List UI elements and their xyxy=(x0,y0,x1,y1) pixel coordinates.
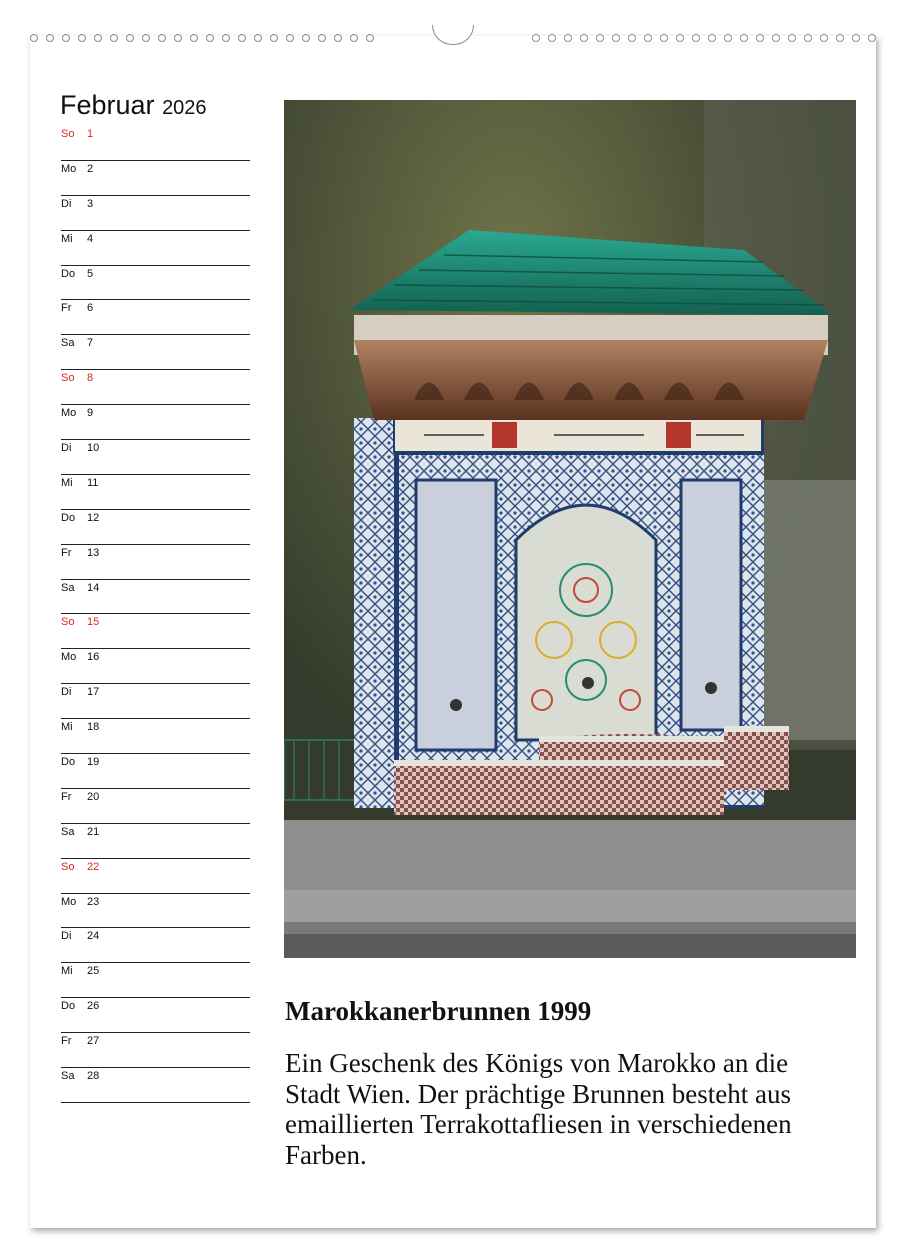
day-number: 13 xyxy=(87,546,100,559)
weekday-label: Sa xyxy=(61,1070,75,1083)
day-label xyxy=(61,477,98,489)
weekday-label: So xyxy=(61,372,75,385)
weekday-label: Mi xyxy=(61,965,73,978)
month-name: Februar xyxy=(60,90,155,120)
binding-holes-right xyxy=(532,34,876,42)
day-label xyxy=(61,547,99,559)
day-number: 9 xyxy=(87,407,94,420)
weekday-label: Do xyxy=(61,756,76,769)
day-label xyxy=(61,163,93,175)
weekday-label: Mo xyxy=(61,895,77,908)
day-number: 17 xyxy=(87,686,100,699)
day-number: 16 xyxy=(87,651,100,664)
day-row xyxy=(61,405,250,440)
day-row xyxy=(61,475,250,510)
binding-hole xyxy=(366,34,374,42)
day-row xyxy=(61,684,250,719)
day-label xyxy=(61,1035,99,1047)
binding-hole xyxy=(596,34,604,42)
binding-hole xyxy=(580,34,588,42)
day-label xyxy=(61,616,99,628)
day-number: 1 xyxy=(87,128,94,140)
day-label xyxy=(61,337,93,349)
day-label xyxy=(61,965,99,977)
binding-hole xyxy=(110,34,118,42)
day-label xyxy=(61,826,99,838)
binding-hole xyxy=(190,34,198,42)
binding-hole xyxy=(238,34,246,42)
day-number: 10 xyxy=(87,442,100,455)
weekday-label: Mo xyxy=(61,651,77,664)
day-label xyxy=(61,756,99,768)
binding-hole xyxy=(660,34,668,42)
binding-hole xyxy=(644,34,652,42)
day-label xyxy=(61,1070,99,1082)
weekday-label: Mi xyxy=(61,232,73,245)
binding-hole xyxy=(270,34,278,42)
day-number: 27 xyxy=(87,1035,100,1048)
binding-hole xyxy=(78,34,86,42)
day-row xyxy=(61,824,250,859)
day-number: 19 xyxy=(87,756,100,769)
weekday-label: Mo xyxy=(61,162,77,175)
day-number: 11 xyxy=(87,476,99,489)
weekday-label: Sa xyxy=(61,825,75,838)
day-label xyxy=(61,372,93,384)
day-label xyxy=(61,233,93,245)
day-label xyxy=(61,442,99,454)
binding-hole xyxy=(286,34,294,42)
day-row xyxy=(61,789,250,824)
day-number: 28 xyxy=(87,1070,100,1083)
day-number: 6 xyxy=(87,302,94,315)
day-number: 7 xyxy=(87,337,94,350)
day-row xyxy=(61,963,250,998)
day-label xyxy=(61,861,99,873)
weekday-label: Fr xyxy=(61,790,72,803)
binding-hole xyxy=(676,34,684,42)
binding-hole xyxy=(334,34,342,42)
day-number: 18 xyxy=(87,721,100,734)
day-label xyxy=(61,1000,99,1012)
day-label xyxy=(61,128,93,140)
binding-hole xyxy=(62,34,70,42)
day-label xyxy=(61,896,99,908)
day-row xyxy=(61,580,250,615)
weekday-label: So xyxy=(61,616,75,629)
weekday-label: Fr xyxy=(61,302,72,315)
binding-hole xyxy=(564,34,572,42)
binding-hole xyxy=(820,34,828,42)
day-row xyxy=(61,440,250,475)
day-row xyxy=(61,719,250,754)
day-number: 26 xyxy=(87,1000,100,1013)
binding-hole xyxy=(158,34,166,42)
weekday-label: Fr xyxy=(61,1035,72,1048)
binding-hole xyxy=(222,34,230,42)
day-row xyxy=(61,754,250,789)
day-number: 25 xyxy=(87,965,100,978)
binding-hole xyxy=(708,34,716,42)
day-label xyxy=(61,198,93,210)
day-row xyxy=(61,1068,250,1103)
weekday-label: Do xyxy=(61,267,76,280)
day-label xyxy=(61,268,93,280)
binding-hole xyxy=(532,34,540,42)
binding-hole xyxy=(318,34,326,42)
weekday-label: Di xyxy=(61,442,72,455)
day-row xyxy=(61,196,250,231)
day-row xyxy=(61,510,250,545)
day-list xyxy=(61,126,250,1103)
day-row xyxy=(61,1033,250,1068)
weekday-label: So xyxy=(61,128,75,140)
day-number: 24 xyxy=(87,930,100,943)
binding-hole xyxy=(174,34,182,42)
day-row xyxy=(61,545,250,580)
weekday-label: Sa xyxy=(61,337,75,350)
day-label xyxy=(61,930,99,942)
binding-hole xyxy=(772,34,780,42)
binding-hole xyxy=(836,34,844,42)
day-row xyxy=(61,928,250,963)
day-row xyxy=(61,370,250,405)
day-number: 22 xyxy=(87,860,100,873)
binding-hole xyxy=(548,34,556,42)
day-number: 2 xyxy=(87,162,94,175)
photo-caption-title: Marokkanerbrunnen 1999 xyxy=(285,996,592,1026)
day-number: 5 xyxy=(87,267,94,280)
binding-hole xyxy=(206,34,214,42)
day-label xyxy=(61,721,99,733)
binding-hole xyxy=(788,34,796,42)
day-label xyxy=(61,302,93,314)
day-row xyxy=(61,649,250,684)
binding-hole xyxy=(142,34,150,42)
weekday-label: Mo xyxy=(61,407,77,420)
binding-hole xyxy=(94,34,102,42)
weekday-label: Mi xyxy=(61,476,73,489)
day-row xyxy=(61,231,250,266)
binding-hole xyxy=(740,34,748,42)
day-row xyxy=(61,859,250,894)
fountain-illustration xyxy=(284,100,856,958)
fountain-photo xyxy=(284,100,856,958)
day-row xyxy=(61,614,250,649)
day-number: 20 xyxy=(87,790,100,803)
day-label xyxy=(61,791,99,803)
binding-hole xyxy=(852,34,860,42)
weekday-label: Di xyxy=(61,930,72,943)
day-number: 14 xyxy=(87,581,100,594)
day-row xyxy=(61,894,250,929)
day-number: 4 xyxy=(87,232,94,245)
day-label xyxy=(61,512,99,524)
weekday-label: So xyxy=(61,860,75,873)
binding-hole xyxy=(756,34,764,42)
weekday-label: Mi xyxy=(61,721,73,734)
hanger-hook xyxy=(432,25,474,45)
binding-hole xyxy=(126,34,134,42)
day-number: 15 xyxy=(87,616,100,629)
day-label xyxy=(61,651,99,663)
day-number: 3 xyxy=(87,197,94,210)
weekday-label: Di xyxy=(61,197,72,210)
binding-hole xyxy=(804,34,812,42)
photo-caption-text: Ein Geschenk des Königs von Marokko an die Stadt Wien. Der prächtige Brunnen besteht aus emaillierten Terrakottafliesen in verschiedenen Farben. xyxy=(285,1048,792,1170)
binding-hole xyxy=(692,34,700,42)
weekday-label: Do xyxy=(61,511,76,524)
binding-hole xyxy=(628,34,636,42)
weekday-label: Di xyxy=(61,686,72,699)
day-number: 12 xyxy=(87,511,100,524)
day-row xyxy=(61,266,250,301)
binding-hole xyxy=(612,34,620,42)
weekday-label: Do xyxy=(61,1000,76,1013)
month-title xyxy=(60,90,207,121)
weekday-label: Sa xyxy=(61,581,75,594)
day-row xyxy=(61,161,250,196)
day-number: 8 xyxy=(87,372,94,385)
day-row xyxy=(61,126,250,161)
binding-hole xyxy=(724,34,732,42)
day-label xyxy=(61,686,99,698)
day-number: 21 xyxy=(87,825,100,838)
spiral-binding xyxy=(30,30,876,46)
binding-hole xyxy=(254,34,262,42)
day-row xyxy=(61,335,250,370)
binding-holes-left xyxy=(30,34,374,42)
binding-hole xyxy=(868,34,876,42)
day-row xyxy=(61,998,250,1033)
day-number: 23 xyxy=(87,895,100,908)
weekday-label: Fr xyxy=(61,546,72,559)
binding-hole xyxy=(30,34,38,42)
binding-hole xyxy=(46,34,54,42)
year-label: 2026 xyxy=(162,97,207,119)
binding-hole xyxy=(302,34,310,42)
day-label xyxy=(61,582,99,594)
day-row xyxy=(61,300,250,335)
binding-hole xyxy=(350,34,358,42)
day-label xyxy=(61,407,93,419)
